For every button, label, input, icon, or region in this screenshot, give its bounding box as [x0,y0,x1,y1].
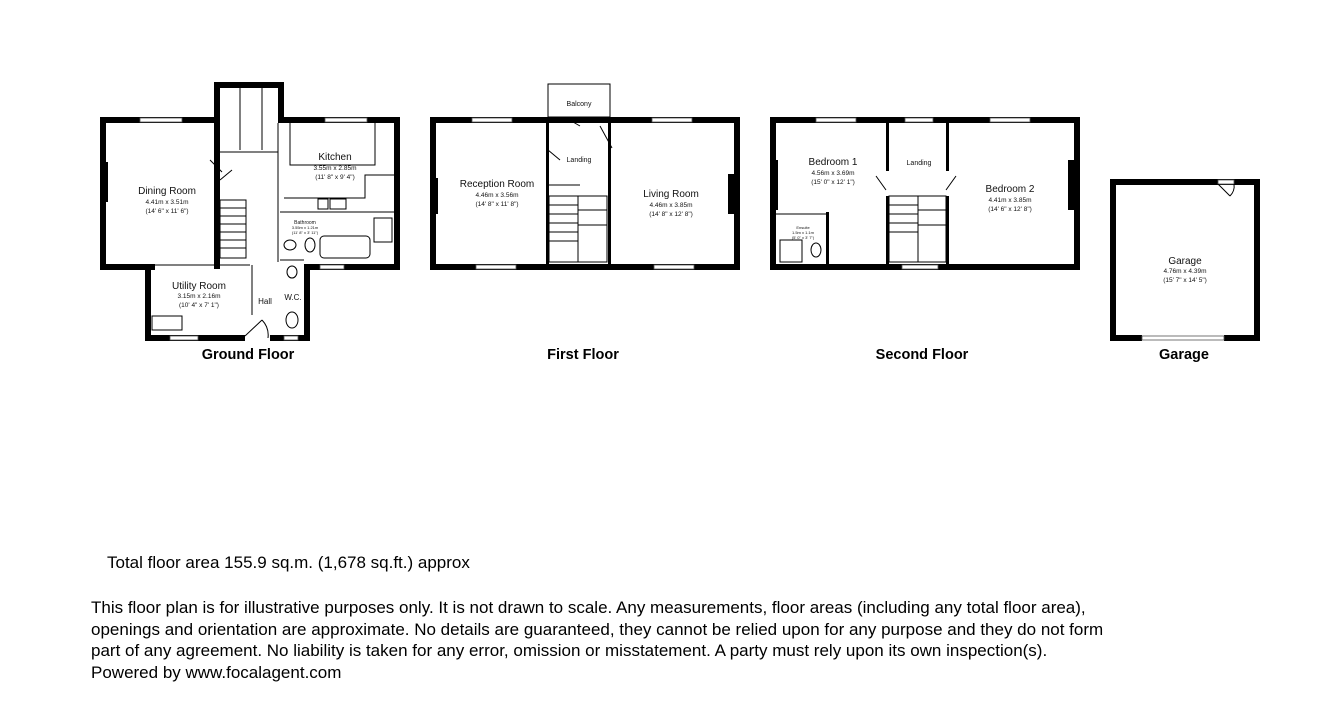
utility-room-dim-ft: (10' 4" x 7' 1") [179,302,219,309]
garage-name: Garage [1168,256,1202,267]
bathroom-dim-m: 3.55m x 1.21m [291,225,319,230]
stairs [220,200,246,258]
bathroom-name: Bathroom [294,220,316,226]
reception-room-dim-m: 4.46m x 3.56m [475,192,519,199]
garage-dim-m: 4.76m x 4.39m [1163,268,1207,275]
reception-room-dim-ft: (14' 8" x 11' 8") [475,201,519,208]
bathroom-dim-ft: (11' 8" x 3' 11") [291,230,319,235]
ensuite-name: Ensuite [796,225,810,230]
dining-room-dim-m: 4.41m x 3.51m [145,199,189,206]
dining-room-dim-ft: (14' 6" x 11' 6") [145,208,189,215]
kitchen-dim-ft: (11' 8" x 9' 4") [315,174,355,181]
disclaimer-line: part of any agreement. No liability is taken for any error, omission or misstatement. A party must rely upon its own inspection(s). [91,641,1048,660]
utility-room-name: Utility Room [172,281,226,292]
bedroom-2-name: Bedroom 2 [985,184,1035,195]
garage-dim-ft: (15' 7" x 14' 5") [1163,277,1207,284]
utility-room-dim-m: 3.15m x 2.16m [177,293,221,300]
garage-label: Garage [1159,347,1209,363]
stairs [889,196,946,262]
kitchen-dim-m: 3.55m x 2.85m [313,165,357,172]
landing-name: Landing [566,157,592,164]
bedroom-2-dim-ft: (14' 6" x 12' 8") [988,206,1032,213]
first-floor-label: First Floor [547,347,619,363]
bedroom-1-dim-m: 4.56m x 3.69m [811,170,855,177]
powered-by-link[interactable]: Powered by www.focalagent.com [91,662,342,682]
disclaimer [91,597,1281,683]
ensuite-dim-ft: (5' 0" x 3' 7") [791,235,815,240]
total-floor-area: Total floor area 155.9 sq.m. (1,678 sq.ft.) approx [107,553,470,572]
bedroom-2-dim-m: 4.41m x 3.85m [988,197,1032,204]
disclaimer-line: This floor plan is for illustrative purposes only. It is not drawn to scale. Any measurements, floor areas (including any total floor area), [91,598,1086,617]
stairs [549,185,607,262]
ground-floor-label: Ground Floor [201,347,295,363]
balcony-name: Balcony [566,101,592,108]
kitchen-name: Kitchen [318,152,352,163]
hall-name: Hall [258,297,272,306]
bedroom-1-dim-ft: (15' 0" x 12' 1") [811,179,855,186]
dining-room-name: Dining Room [138,186,196,197]
reception-room-name: Reception Room [459,179,535,190]
second-floor-label: Second Floor [875,347,969,363]
bedroom-1-name: Bedroom 1 [808,157,858,168]
ensuite-dim-m: 1.5m x 1.1m [791,230,815,235]
living-room-name: Living Room [643,189,699,200]
second-landing-name: Landing [906,160,932,167]
living-room-dim-m: 4.46m x 3.85m [649,202,693,209]
living-room-dim-ft: (14' 8" x 12' 8") [649,211,693,218]
first-floor-plan [430,84,740,270]
disclaimer-line: openings and orientation are approximate. No details are guaranteed, they cannot be relied upon for any purpose and they do not form [91,619,1104,639]
wc-name: W.C. [284,293,302,302]
